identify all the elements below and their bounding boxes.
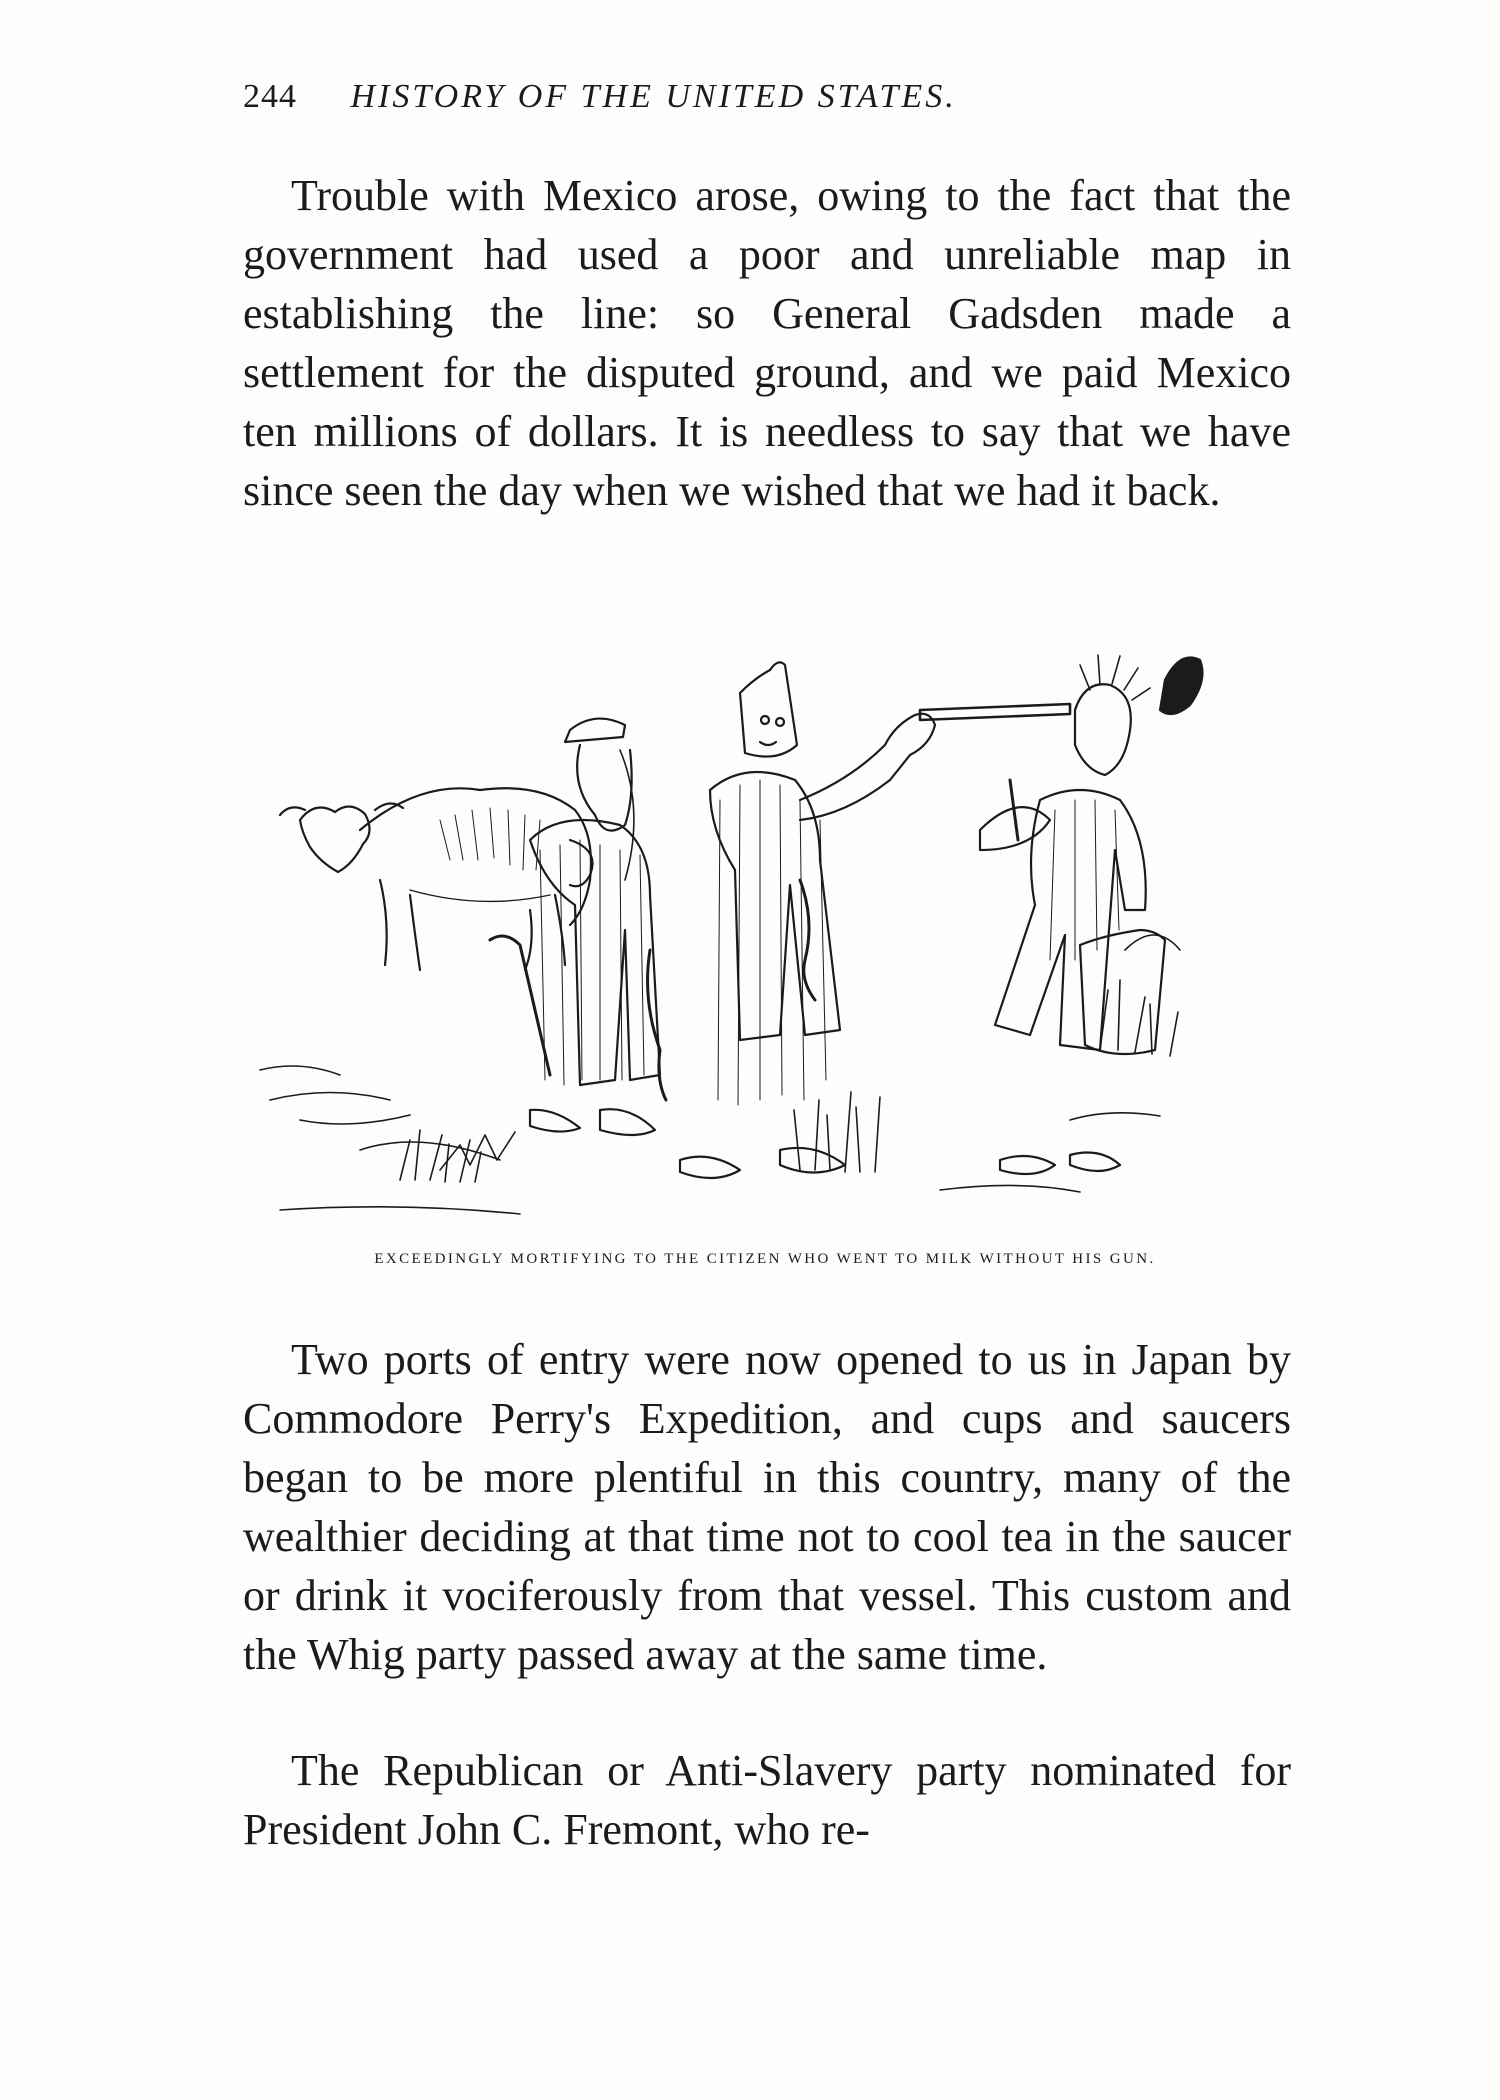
bandit-left-figure — [490, 719, 666, 1135]
paragraph-fremont: The Republican or Anti-Slavery party nominated for President John C. Fremont, who re- — [243, 1746, 1291, 1854]
bandit-hooded-figure — [680, 662, 1070, 1178]
cow-figure — [280, 788, 593, 970]
paragraph-perry: Two ports of entry were now opened to us in Japan by Commodore Perry's Expedition, and cups and saucers began to be more plentiful in this country, many of the wealthier deciding at that time not to cool tea in the saucer or drink it vociferously from that vessel. This custom and the Whig party passed away at the same time. — [243, 1335, 1291, 1679]
paragraph-gadsden: Trouble with Mexico arose, owing to the fact that the government had used a poor and unreliable map in establishing the line: so General Gadsden made a settlement for the disputed ground, and we paid Mexico ten millions of dollars. It is needless to say that we have since seen the day when we wished that we had it back. — [243, 171, 1291, 515]
illustration-cow-robbers-icon — [240, 650, 1290, 1230]
citizen-figure — [980, 655, 1202, 1174]
running-header — [243, 78, 1243, 116]
running-head-title: HISTORY OF THE UNITED STATES. — [350, 78, 957, 115]
illustration-caption: EXCEEDINGLY MORTIFYING TO THE CITIZEN WHO WENT TO MILK WITHOUT HIS GUN. — [374, 1251, 1156, 1267]
page-number: 244 — [243, 78, 297, 115]
